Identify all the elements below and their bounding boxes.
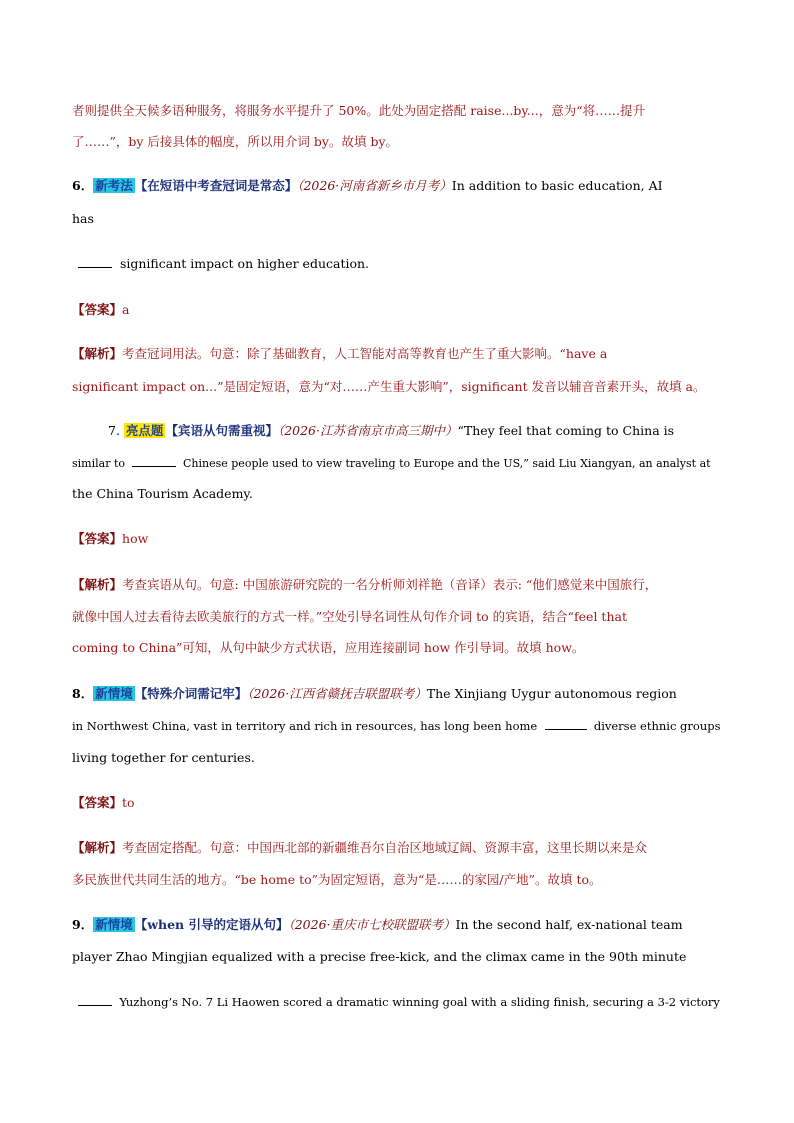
q7-number: 7.: [108, 423, 120, 438]
q8-stem-3: living together for centuries.: [72, 750, 255, 765]
q6-number: 6．: [72, 178, 94, 193]
q6-answer: [72, 301, 129, 319]
q7-stem-1: “They feel that coming to China is: [457, 423, 675, 438]
q9-stem-1: In the second half, ex-national team: [455, 917, 683, 932]
q8-stem-1: The Xinjiang Uygur autonomous region: [426, 686, 677, 701]
q7-header: [108, 422, 674, 440]
q6-analysis-1-line: [72, 345, 607, 363]
q7-analysis-1: 考查宾语从句。句意: 中国旅游研究院的一名分析师刘祥艳（音译）表示: “他们感觉来中国旅行，: [122, 577, 658, 592]
intro-line-2: 了……”，by 后接具体的幅度，所以用介词 by。故填 by。: [72, 134, 399, 149]
q7-stem-2-line: [72, 454, 711, 473]
q7-stem-2b: Chinese people used to view traveling to Europe and the US,” said Liu Xiangyan, an analyst at: [183, 457, 711, 470]
q8-analysis-label: 【解析】: [72, 840, 123, 855]
q8-answer-label: 【答案】: [72, 795, 123, 810]
q6-tag: 【在短语中考查冠词是常态】: [134, 178, 298, 193]
q8-stem-2-line: [72, 717, 721, 735]
q8-analysis-2: 多民族世代共同生活的地方。“be home to”为固定短语，意为“是……的家园/产地”。故填 to。: [72, 872, 602, 887]
q8-header: [72, 685, 677, 703]
q6-answer-label: 【答案】: [72, 302, 123, 317]
q7-badge: 亮点题: [125, 423, 164, 438]
q8-badge: 新情境: [95, 686, 133, 701]
q8-answer-value: to: [122, 795, 135, 810]
q7-analysis-2: 就像中国人过去看待去欧美旅行的方式一样。”空处引导名词性从句作介词 to 的宾语，结合“feel that: [72, 609, 627, 624]
q6-analysis-1: 考查冠词用法。句意：除了基础教育，人工智能对高等教育也产生了重大影响。“have a: [122, 346, 608, 361]
q7-answer: [72, 530, 148, 548]
q9-stem-2: player Zhao Mingjian equalized with a precise free-kick, and the climax came in the 90th minute: [72, 949, 687, 964]
q7-tag: 【宾语从句需重视】: [165, 423, 278, 438]
q6-stem-1: In addition to basic education, AI: [451, 178, 663, 193]
q6-stem-3-line: [78, 255, 369, 273]
q8-stem-2b: diverse ethnic groups: [593, 719, 721, 733]
q6-stem-3: significant impact on higher education.: [119, 256, 370, 271]
q7-stem-3: the China Tourism Academy.: [72, 486, 253, 501]
q9-number: 9．: [72, 917, 94, 932]
q6-answer-value: a: [122, 302, 130, 317]
q7-answer-label: 【答案】: [72, 531, 123, 546]
q6-analysis-label: 【解析】: [72, 346, 123, 361]
q7-analysis-label: 【解析】: [72, 577, 123, 592]
q8-tag: 【特殊介词需记牢】: [134, 686, 248, 701]
q9-stem-3-line: [78, 993, 720, 1011]
q9-blank: [78, 993, 112, 1006]
q9-stem-3: Yuzhong’s No. 7 Li Haowen scored a dramatic winning goal with a sliding finish, securing a 3-2 victory: [119, 995, 720, 1009]
q8-stem-2a: in Northwest China, vast in territory and rich in resources, has long been home: [72, 719, 538, 733]
q8-analysis-1: 考查固定搭配。句意：中国西北部的新疆维吾尔自治区地域辽阔、资源丰富，这里长期以来是众: [122, 840, 648, 855]
q9-header: [72, 916, 683, 934]
q7-blank: [132, 454, 176, 467]
intro-line-1: 者则提供全天候多语种服务，将服务水平提升了 50%。此处为固定搭配 raise...by...，意为“将……提升: [72, 103, 646, 118]
q6-source: （2026·河南省新乡市月考）: [297, 178, 452, 193]
q7-source: （2026·江苏省南京市高三期中）: [277, 423, 458, 438]
q6-blank: [78, 255, 112, 268]
q9-badge: 新情境: [95, 917, 133, 932]
q7-analysis-3: coming to China”可知，从句中缺少方式状语，应用连接副词 how 作引导词。故填 how。: [72, 640, 585, 655]
q9-source: （2026·重庆市七校联盟联考）: [288, 917, 456, 932]
q6-badge: 新考法: [95, 178, 133, 193]
q6-header: [72, 177, 663, 195]
q6-analysis-2: significant impact on...”是固定短语，意为“对……产生重大影响”，significant 发音以辅音音素开头，故填 a。: [72, 379, 706, 394]
q7-answer-value: how: [122, 531, 149, 546]
q8-source: （2026·江西省赣抚吉联盟联考）: [247, 686, 427, 701]
q9-tag: 【when 引导的定语从句】: [134, 917, 289, 932]
q8-analysis-1-line: [72, 839, 647, 857]
q6-stem-2: has: [72, 211, 94, 226]
q8-number: 8．: [72, 686, 94, 701]
q7-stem-2a: similar to: [72, 457, 125, 470]
q8-answer: [72, 794, 135, 812]
q8-blank: [545, 717, 587, 730]
q7-analysis-1-line: [72, 576, 657, 594]
